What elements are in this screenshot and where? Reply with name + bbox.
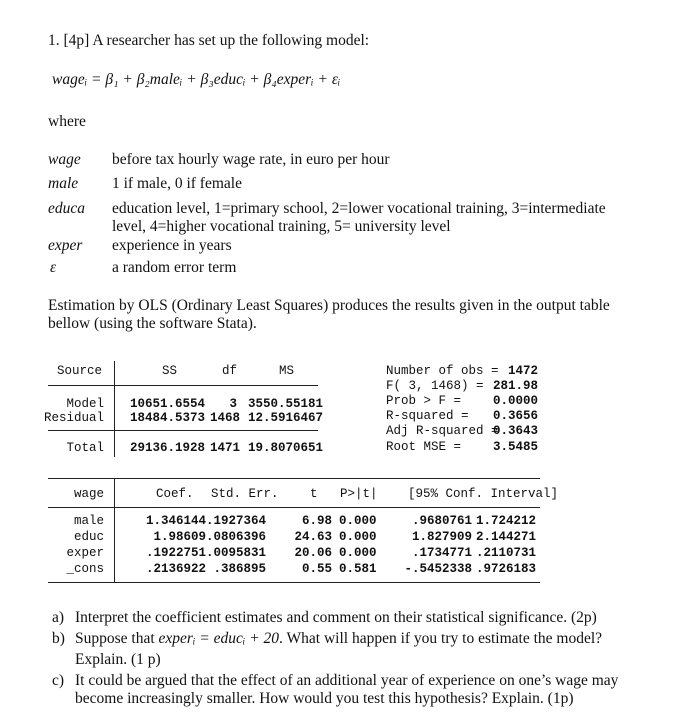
anova-total-rule — [48, 430, 318, 431]
coef-value: 1.346144 — [145, 514, 206, 528]
coef-ci-lower: -.5452338 — [404, 562, 472, 576]
subquestion-b-text — [75, 630, 602, 648]
coef-vertical-rule — [114, 478, 115, 582]
subquestion-b-text-pre: Suppose that — [75, 630, 159, 647]
stat-value-probf: 0.0000 — [492, 394, 538, 408]
coef-t: 6.98 — [301, 514, 332, 528]
anova-total-df: 1471 — [209, 441, 240, 455]
coef-header-p: P>|t| — [340, 487, 378, 501]
subquestion-c-marker: c) — [52, 672, 65, 689]
var-desc-educa: education level, 1=primary school, 2=lower vocational training, 3=intermediate — [112, 200, 606, 217]
anova-model-label: Model — [66, 397, 104, 411]
stat-label-rsq: R-squared = — [386, 409, 469, 423]
question-title: 1. [4p] A researcher has set up the following model: — [48, 32, 370, 49]
coef-bottom-rule — [48, 582, 540, 583]
anova-header-ms: MS — [279, 364, 295, 378]
subquestion-a-text: Interpret the coefficient estimates and comment on their statistical significance. (2p) — [75, 609, 597, 626]
anova-model-df: 3 — [229, 397, 237, 411]
var-name-epsilon: ε — [50, 259, 57, 276]
coef-value: .2136922 — [145, 562, 206, 576]
coef-se: .0806396 — [205, 530, 266, 544]
subquestion-b-marker: b) — [52, 630, 65, 647]
stat-label-adjrsq: Adj R-squared = — [386, 424, 499, 438]
stat-label-f: F( 3, 1468) = — [386, 379, 484, 393]
coef-se: .1927364 — [205, 514, 266, 528]
coef-ci-upper: 2.144271 — [475, 530, 536, 544]
coef-ci-upper: .2110731 — [475, 546, 536, 560]
anova-vertical-rule — [114, 361, 115, 457]
coef-p: 0.000 — [339, 530, 377, 544]
coef-header-se: Std. Err. — [211, 487, 279, 501]
coef-value: .1922751 — [145, 546, 206, 560]
var-name-male: male — [48, 175, 79, 192]
coef-value: 1.98609 — [153, 530, 206, 544]
anova-residual-ss: 18484.5373 — [130, 411, 206, 425]
var-name-educa: educa — [48, 200, 86, 217]
var-desc-educa-line2: level, 4=higher vocational training, 5= university level — [112, 218, 451, 235]
coef-se: .0095831 — [205, 546, 266, 560]
anova-residual-df: 1468 — [209, 411, 240, 425]
coef-header-coef: Coef. — [156, 487, 194, 501]
anova-model-ms: 3550.55181 — [248, 397, 324, 411]
coef-ci-lower: .1734771 — [411, 546, 472, 560]
where-label: where — [48, 113, 86, 130]
estimation-text-line2: bellow (using the software Stata). — [48, 315, 257, 332]
anova-residual-label: Residual — [44, 411, 105, 425]
var-desc-exper: experience in years — [112, 237, 232, 254]
var-name-wage: wage — [48, 151, 81, 168]
subquestion-b-text-post: . What will happen if you try to estimate the model? — [279, 630, 603, 647]
stat-value-rsq: 0.3656 — [492, 409, 538, 423]
anova-residual-ms: 12.5916467 — [248, 411, 324, 425]
stat-label-probf: Prob > F = — [386, 394, 462, 408]
var-desc-epsilon: a random error term — [112, 259, 237, 276]
coef-header-var: wage — [73, 487, 104, 501]
coef-p: 0.000 — [339, 514, 377, 528]
coef-t: 20.06 — [294, 546, 332, 560]
coef-p: 0.581 — [339, 562, 377, 576]
anova-header-rule — [48, 385, 318, 386]
coef-ci-lower: 1.827909 — [411, 530, 472, 544]
estimation-text-line1: Estimation by OLS (Ordinary Least Squares) produces the results given in the output table — [48, 297, 610, 314]
subquestion-c-line2: become increasingly smaller. How would you test this hypothesis? Explain. (1p) — [75, 690, 574, 707]
coef-t: 24.63 — [294, 530, 332, 544]
coef-se: .386895 — [213, 562, 266, 576]
anova-total-ss: 29136.1928 — [130, 441, 206, 455]
anova-total-label: Total — [66, 441, 104, 455]
coef-ci-upper: .9726183 — [475, 562, 536, 576]
anova-header-df: df — [222, 364, 238, 378]
stat-value-nobs: 1472 — [507, 364, 538, 378]
subquestion-c-text: It could be argued that the effect of an additional year of experience on one’s wage may — [75, 672, 619, 689]
coef-ci-lower: .9680761 — [411, 514, 472, 528]
coef-t: 0.55 — [301, 562, 332, 576]
subquestion-b-formula: experᵢ = educᵢ + 20 — [158, 630, 280, 647]
stat-value-f: 281.98 — [492, 379, 538, 393]
anova-header-source: Source — [56, 364, 102, 378]
var-name-exper: exper — [48, 237, 83, 254]
coef-header-t: t — [310, 487, 318, 501]
coef-var-exper: exper — [66, 546, 104, 560]
coef-header-ci: [95% Conf. Interval] — [408, 487, 559, 501]
coef-ci-upper: 1.724212 — [475, 514, 536, 528]
anova-model-ss: 10651.6554 — [130, 397, 206, 411]
subquestion-b-line2: Explain. (1 p) — [75, 651, 161, 668]
anova-header-ss: SS — [162, 364, 178, 378]
coef-top-rule — [48, 478, 540, 479]
coef-var-educ: educ — [73, 530, 104, 544]
stat-label-nobs: Number of obs = — [386, 364, 499, 378]
stat-label-rootmse: Root MSE = — [386, 440, 462, 454]
model-equation: wageᵢ = β₁ + β₂maleᵢ + β₃educᵢ + β₄experᵢ + εᵢ — [52, 71, 341, 88]
anova-total-ms: 19.8070651 — [248, 441, 324, 455]
coef-header-rule — [48, 507, 540, 508]
stat-value-rootmse: 3.5485 — [492, 440, 538, 454]
var-desc-male: 1 if male, 0 if female — [112, 175, 242, 192]
subquestion-a-marker: a) — [52, 609, 65, 626]
coef-var-male: male — [73, 514, 104, 528]
coef-var-cons: _cons — [66, 562, 104, 576]
var-desc-wage: before tax hourly wage rate, in euro per hour — [112, 151, 390, 168]
stat-value-adjrsq: 0.3643 — [492, 424, 538, 438]
coef-p: 0.000 — [339, 546, 377, 560]
